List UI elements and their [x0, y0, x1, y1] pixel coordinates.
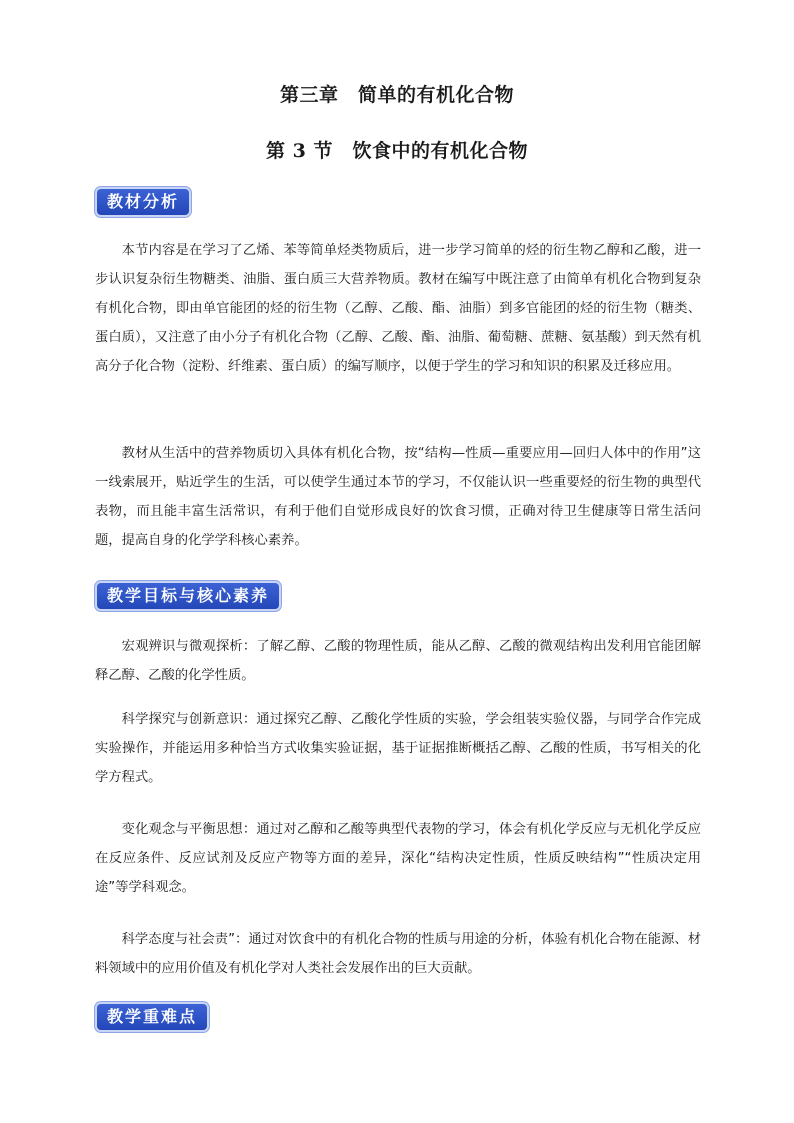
chapter-title: 第三章 简单的有机化合物: [279, 84, 514, 106]
objective-paragraph-4: 科学态度与社会责”：通过对饮食中的有机化合物的性质与用途的分析，体验有机化合物在能源、材料领域中的应用价值及有机化学对人类社会发展作出的巨大贡献。: [95, 932, 701, 976]
analysis-paragraph-1: 本节内容是在学习了乙烯、苯等简单烃类物质后，进一步学习简单的烃的衍生物乙醇和乙酸，进一步认识复杂衍生物糖类、油脂、蛋白质三大营养物质。教材在编写中既注意了由简单有机化合物到复杂有机化合物，即由单官能团的烃的衍生物（乙醇、乙酸、酯、油脂）到多官能团的烃的衍生物（糖类、蛋白质），又注意了由小分子有机化合物（乙醇、乙酸、酯、油脂、葡萄糖、蔗糖、氨基酸）到天然有机高分子化合物（淀粉、纤维素、蛋白质）的编写顺序，以便于学生的学习和知识的积累及迁移应用。: [95, 243, 701, 374]
objective-paragraph-3: 变化观念与平衡思想：通过对乙醇和乙酸等典型代表物的学习，体会有机化学反应与无机化学反应在反应条件、反应试剂及反应产物等方面的差异，深化“结构决定性质，性质反映结构”“性质决定用途”等学科观念。: [95, 822, 701, 895]
objective-paragraph-1: 宏观辨识与微观探析：了解乙醇、乙酸的物理性质，能从乙醇、乙酸的微观结构出发利用官能团解释乙醇、乙酸的化学性质。: [95, 639, 701, 683]
section-title: 第 3 节 饮食中的有机化合物: [266, 140, 528, 162]
heading-badge-analysis: 教材分析: [97, 189, 189, 215]
heading-badge-objectives: 教学目标与核心素养: [97, 583, 279, 609]
heading-badge-key-points: 教学重难点: [97, 1004, 207, 1030]
objective-paragraph-2: 科学探究与创新意识：通过探究乙醇、乙酸化学性质的实验，学会组装实验仪器，与同学合作完成实验操作，并能运用多种恰当方式收集实验证据，基于证据推断概括乙醇、乙酸的性质，书写相关的化学方程式。: [95, 712, 701, 785]
analysis-paragraph-2: 教材从生活中的营养物质切入具体有机化合物，按“结构—性质—重要应用—回归人体中的作用”这一线索展开，贴近学生的生活，可以使学生通过本节的学习，不仅能认识一些重要烃的衍生物的典型代表物，而且能丰富生活常识，有利于他们自觉形成良好的饮食习惯，正确对待卫生健康等日常生活问题，提高自身的化学学科核心素养。: [95, 446, 701, 548]
